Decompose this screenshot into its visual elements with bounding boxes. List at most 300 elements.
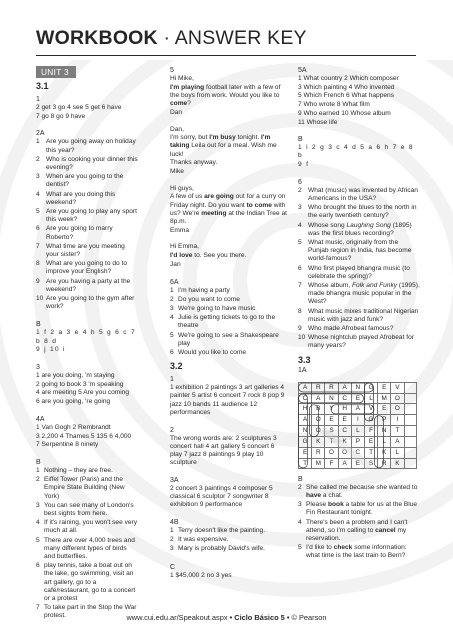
- wordsearch-cell: F: [364, 425, 377, 436]
- exercise-label: B: [298, 136, 303, 144]
- item-text-part: Who is cooking your dinner this evening?: [46, 155, 138, 172]
- footer-separator: •: [286, 613, 290, 622]
- item-text-part: We're going to have music: [178, 304, 256, 312]
- wordsearch-cell: V: [390, 382, 403, 393]
- answer-line: 1 Van Gogh 2 Rembrandt: [36, 423, 111, 431]
- answer-line: 1 i 2 g 3 c 4 d 5 a 6 h 7 e 8 b: [298, 144, 414, 160]
- section-3-2-title: 3.2: [170, 361, 183, 372]
- exercise-label: 1: [170, 376, 174, 384]
- wordsearch-cell: S: [324, 425, 337, 436]
- item-text-part: some information: what time is the last train to Bern?: [306, 544, 407, 560]
- item-text-part: check: [333, 544, 353, 552]
- list-item: [298, 204, 420, 220]
- answer-line: 3 Which painting 4 Who invented: [298, 83, 395, 91]
- list-item: [36, 562, 138, 603]
- item-text-part: Nothing – they are free.: [44, 467, 113, 474]
- list-item: [298, 222, 420, 238]
- wordsearch-cell: G: [298, 436, 311, 447]
- item-text-part: play tennis, take a boat out on the lake, go swimming, visit an art gallery, go to a café/restaurant, go to a concert or a protest: [44, 562, 136, 603]
- message-signature: Dan: [170, 108, 183, 116]
- item-text: [46, 156, 138, 172]
- item-number: 6: [170, 348, 174, 356]
- wordsearch-cell: A: [298, 382, 311, 393]
- answer-line: 9 f: [298, 161, 310, 169]
- item-text-part: (1895) was the first blues recording?: [308, 221, 412, 237]
- item-text: [178, 296, 288, 304]
- list-item: [170, 314, 288, 330]
- item-text-part: a table for us at the Blue Fin Restaurant tonight.: [306, 501, 418, 517]
- answer-line: 5 Which French 6 What happens: [298, 92, 395, 100]
- wordsearch-cell: Y: [324, 403, 337, 414]
- item-text-part: What music, originally from the Punjab region in India, has become world-famous?: [308, 239, 412, 263]
- item-text: [178, 545, 288, 553]
- item-text: [44, 476, 138, 501]
- wordsearch-cell: O: [311, 425, 324, 436]
- wordsearch-cell: [404, 458, 417, 469]
- exercise-label: B: [36, 321, 41, 329]
- item-text-part: She called me because she wanted to: [306, 483, 418, 491]
- wordsearch-cell: [404, 436, 417, 447]
- answer-list: [170, 287, 288, 358]
- wordsearch-cell: T: [364, 447, 377, 458]
- list-item: [36, 537, 138, 562]
- item-number: 2: [298, 483, 302, 491]
- header-divider: [36, 55, 416, 56]
- exercise-label: C: [170, 563, 176, 571]
- item-text-part: Whose nightclub played Afrobeat for many years?: [308, 334, 414, 350]
- answer-line: 4 are meeting 5 Are you coming: [36, 389, 130, 397]
- item-text-part: Julie is getting tickets to go to the theatre: [178, 314, 276, 330]
- wordsearch-cell: O: [324, 447, 337, 458]
- message-signature: Mike: [170, 168, 184, 176]
- list-item: [170, 305, 288, 313]
- list-item: [36, 467, 138, 475]
- wordsearch-cell: K: [377, 447, 390, 458]
- answer-line: 6 are you going, 're going: [36, 398, 111, 406]
- wordsearch-cell: L: [351, 425, 364, 436]
- message-signature: Emma: [170, 226, 190, 234]
- item-text: [306, 501, 420, 517]
- item-text-part: Laughing Song: [346, 221, 391, 229]
- item-number: 7: [36, 604, 40, 612]
- list-item: [298, 519, 420, 544]
- wordsearch-cell: M: [311, 458, 324, 469]
- item-text: [308, 187, 420, 203]
- wordsearch-cell: A: [338, 458, 351, 469]
- item-text: [308, 204, 420, 220]
- answer-line: 2 get 3 go 4 see 5 get 6 have: [36, 104, 122, 111]
- answer-line: 7 go 8 go 9 have: [36, 112, 86, 120]
- exercise-label: 5A: [298, 67, 307, 74]
- wordsearch-cell: S: [364, 458, 377, 469]
- item-text: [178, 536, 288, 544]
- list-item: [298, 484, 420, 500]
- item-text: [178, 349, 288, 357]
- item-number: 6: [36, 225, 40, 233]
- answer-line: 9 Who earned 10 Whose album: [298, 109, 391, 117]
- list-item: [170, 536, 288, 544]
- item-number: 2: [170, 536, 174, 544]
- item-text-part: Are you going to the gym after work?: [46, 295, 135, 311]
- column-2: [170, 66, 288, 580]
- item-number: 4: [298, 518, 302, 526]
- item-text: [178, 287, 288, 295]
- page-header: [0, 0, 453, 60]
- item-text-part: We're going to see a Shakespeare play: [178, 331, 279, 347]
- answer-line: The wrong words are: 2 sculptures 3 concert hall 4 art gallery 5 concert 6 play 7 jazz 8 paintings 9 play 10 sculpture: [170, 434, 277, 467]
- item-text: [44, 502, 138, 518]
- item-text-part: Are you going to marry Roberto?: [46, 225, 113, 241]
- item-number: 6: [298, 264, 302, 272]
- item-text-part: You can see many of London's best sights from here.: [44, 501, 134, 518]
- column-3: [298, 66, 420, 562]
- wordsearch-cell: N: [298, 425, 311, 436]
- exercise-label: 2: [170, 426, 174, 434]
- wordsearch-cell: [404, 425, 417, 436]
- list-item: [36, 173, 138, 189]
- exercise-label: 3A: [170, 476, 179, 484]
- exercise-label: 6: [298, 178, 302, 186]
- wordsearch-cell: C: [351, 447, 364, 458]
- list-item: [36, 156, 138, 172]
- item-text-part: Do you want to come: [178, 295, 240, 303]
- item-text-part: When are you going to the dentist?: [46, 173, 124, 189]
- item-text-part: book: [328, 501, 344, 509]
- wordsearch-cell: P: [377, 414, 390, 425]
- answer-line: 1 f 2 a 3 e 4 h 5 g 6 c 7 b 8 d: [36, 329, 136, 345]
- item-text-part: Terry doesn't like the painting.: [178, 526, 266, 534]
- item-text: [44, 519, 138, 535]
- item-number: 6: [36, 562, 40, 570]
- wordsearch-cell: C: [338, 393, 351, 404]
- list-item: [36, 260, 138, 276]
- wordsearch-cell: E: [338, 414, 351, 425]
- wordsearch-cell: [404, 447, 417, 458]
- wordsearch-cell: N: [324, 393, 337, 404]
- wordsearch-cell: O: [390, 403, 403, 414]
- wordsearch-cell: [404, 393, 417, 404]
- answer-line: 7 Serpentine 8 ninety: [36, 441, 99, 449]
- item-text-part: What (music) was invented by African Americans in the USA?: [308, 186, 418, 203]
- item-text-part: Would you like to come: [178, 348, 247, 356]
- list-item: [170, 545, 288, 553]
- item-text: [308, 308, 420, 324]
- wordsearch-cell: H: [298, 403, 311, 414]
- answer-line: 2 concert 3 paintings 4 composer 5 classical 6 sculptor 7 songwriter 8 exhibition 9 performance: [170, 484, 273, 509]
- wordsearch-cell: G: [364, 414, 377, 425]
- list-item: [36, 138, 138, 154]
- list-item: [298, 282, 420, 307]
- wordsearch-cell: [404, 382, 417, 393]
- list-item: [298, 544, 420, 560]
- column-1: [36, 66, 138, 622]
- item-text: [46, 191, 138, 207]
- wordsearch-cell: I: [351, 414, 364, 425]
- wordsearch-cell: V: [364, 403, 377, 414]
- item-text-part: I'd like to: [306, 544, 334, 552]
- item-number: 3: [298, 204, 302, 212]
- item-number: 9: [36, 277, 40, 285]
- list-item: [36, 243, 138, 259]
- item-text: [308, 282, 420, 307]
- item-number: 1: [170, 286, 174, 294]
- item-number: 5: [36, 536, 40, 544]
- wordsearch-cell: A: [298, 414, 311, 425]
- item-number: 10: [298, 334, 306, 342]
- wordsearch-cell: K: [390, 458, 403, 469]
- wordsearch-cell: E: [377, 382, 390, 393]
- item-text: [46, 173, 138, 189]
- exercise-label: B: [36, 459, 41, 466]
- item-text: [46, 208, 138, 224]
- item-number: 1: [170, 526, 174, 534]
- page-title: [36, 27, 307, 49]
- list-item: [298, 265, 420, 281]
- wordsearch-cell: E: [298, 447, 311, 458]
- item-text: [44, 537, 138, 562]
- list-item: [298, 325, 420, 333]
- wordsearch-cell: R: [311, 447, 324, 458]
- list-item: [36, 295, 138, 311]
- wordsearch-cell: E: [324, 414, 337, 425]
- item-text-part: Who made Afrobeat famous?: [308, 325, 394, 333]
- wordsearch-cell: M: [377, 393, 390, 404]
- item-text: [306, 484, 420, 500]
- item-number: 4: [36, 519, 40, 527]
- exercise-label: 1A: [298, 366, 307, 374]
- wordsearch-cell: E: [377, 403, 390, 414]
- item-text: [46, 225, 138, 241]
- wordsearch-cell: G: [364, 382, 377, 393]
- list-item: [36, 519, 138, 535]
- item-number: 3: [298, 501, 302, 509]
- wordsearch-cell: R: [324, 382, 337, 393]
- item-text: [308, 265, 420, 281]
- list-item: [36, 476, 138, 501]
- answer-line: 1 $45,000 2 no 3 yes: [170, 571, 232, 579]
- item-number: 2: [36, 155, 40, 163]
- wordsearch-cell: E: [364, 436, 377, 447]
- wordsearch-cell: A: [351, 403, 364, 414]
- item-text-part: What are you doing this weekend?: [46, 190, 116, 206]
- message-greeting: Dan,: [170, 125, 184, 133]
- answer-line: 1 exhibition 2 paintings 3 art galleries 4 painter 5 artist 6 concert 7 rock 8 pop 9 jazz 10 bands 11 audience 12 performances: [170, 384, 285, 416]
- answer-list: [36, 138, 138, 311]
- item-text: [44, 562, 138, 603]
- item-number: 10: [36, 295, 44, 303]
- title-workbook: WORKBOOK: [36, 27, 158, 49]
- item-text: [178, 305, 288, 313]
- item-text-part: Are you going to play any sport this week?: [46, 208, 137, 224]
- item-number: 7: [298, 282, 302, 290]
- exercise-label: 4B: [170, 518, 179, 526]
- item-text-part: There's been a problem and I can't attend, so I'm calling to: [306, 518, 408, 534]
- wordsearch-cell: [404, 403, 417, 414]
- wordsearch-cell: N: [351, 382, 364, 393]
- item-text-part: Eiffel Tower (Paris) and the Empire State Building (New York): [44, 476, 125, 500]
- item-text-part: cancel: [375, 526, 396, 534]
- wordsearch-cell: H: [338, 403, 351, 414]
- list-item: [298, 501, 420, 517]
- item-text-part: a chat.: [321, 492, 343, 500]
- item-text: [46, 138, 138, 154]
- list-item: [298, 334, 420, 350]
- item-text: [308, 334, 420, 350]
- wordsearch-grid: [298, 382, 418, 469]
- item-text-part: Whose album,: [308, 282, 352, 290]
- wordsearch-cell: E: [351, 393, 364, 404]
- section-3-1-title: 3.1: [36, 81, 49, 91]
- item-number: 3: [36, 501, 40, 509]
- item-text: [306, 519, 420, 544]
- item-number: 1: [36, 467, 40, 474]
- exercise-label: B: [298, 475, 303, 483]
- item-text: [306, 544, 420, 560]
- item-number: 8: [36, 260, 40, 268]
- item-text: [178, 314, 288, 330]
- item-number: 4: [170, 314, 174, 322]
- wordsearch-cell: T: [298, 458, 311, 469]
- exercise-label: 5: [170, 67, 174, 74]
- item-number: 7: [36, 242, 40, 250]
- wordsearch-cell: R: [311, 382, 324, 393]
- footer-url[interactable]: www.cui.edu.ar/Speakout.aspx: [126, 613, 228, 622]
- item-number: 9: [298, 325, 302, 333]
- wordsearch-cell: C: [298, 393, 311, 404]
- wordsearch-cell: [404, 414, 417, 425]
- wordsearch-cell: L: [377, 436, 390, 447]
- item-number: 8: [298, 307, 302, 315]
- item-number: 4: [298, 221, 302, 229]
- exercise-label: 4A: [36, 415, 45, 423]
- wordsearch-cell: A: [390, 436, 403, 447]
- item-text-part: Mary is probably David's wife.: [178, 545, 266, 553]
- exercise-label: 1: [36, 96, 40, 103]
- list-item: [170, 296, 288, 304]
- wordsearch-cell: A: [338, 382, 351, 393]
- message-body: I'm sorry, but I'm busy tonight. I'm taking Leila out for a meal. Wish me luck!: [170, 134, 277, 158]
- item-text-part: What music mixes traditional Nigerian music with jazz and funk?: [308, 307, 419, 323]
- wordsearch-cell: C: [338, 425, 351, 436]
- list-item: [298, 239, 420, 264]
- item-text-part: Folk and Funky: [351, 282, 398, 290]
- message-greeting: Hi Emma,: [170, 243, 199, 251]
- footer-copyright: © Pearson: [291, 613, 327, 622]
- wordsearch-cell: E: [351, 458, 364, 469]
- item-number: 2: [298, 186, 302, 194]
- wordsearch-cell: F: [324, 458, 337, 469]
- answer-line: 2 going to book 3 'm speaking: [36, 380, 124, 388]
- item-text-part: There are over 4,000 trees and many different types of birds and butterflies.: [44, 536, 135, 561]
- answer-list: [170, 527, 288, 554]
- title-separator: ·: [163, 27, 171, 49]
- answer-line: 11 Whose life: [298, 118, 338, 126]
- item-text-part: (1995), made bhangra music popular in the West?: [308, 282, 420, 306]
- wordsearch-cell: P: [351, 436, 364, 447]
- wordsearch-cell: K: [311, 436, 324, 447]
- item-number: 3: [170, 545, 174, 553]
- list-item: [36, 502, 138, 518]
- wordsearch-cell: L: [364, 393, 377, 404]
- item-text: [46, 243, 138, 259]
- item-number: 5: [170, 331, 174, 339]
- item-text: [46, 278, 138, 294]
- list-item: [36, 208, 138, 224]
- answer-list: [36, 467, 138, 621]
- wordsearch-cell: O: [338, 447, 351, 458]
- section-3-3-title: 3.3: [298, 354, 311, 365]
- exercise-label: 3: [36, 364, 40, 372]
- wordsearch-cell: T: [390, 425, 403, 436]
- wordsearch-cell: L: [390, 447, 403, 458]
- item-number: 5: [36, 208, 40, 216]
- wordsearch-cell: N: [377, 425, 390, 436]
- wordsearch-cell: O: [311, 414, 324, 425]
- wordsearch-cell: A: [311, 393, 324, 404]
- answer-line: 1 What country 2 Which composer: [298, 75, 399, 82]
- wordsearch-cell: B: [311, 403, 324, 414]
- answer-line: 3 2,200 4 Thames 5 135 6 4,000: [36, 432, 132, 440]
- list-item: [170, 527, 288, 535]
- message-greeting: Hi guys,: [170, 184, 194, 192]
- message-greeting: Hi Mike,: [170, 75, 194, 82]
- item-text: [178, 527, 288, 535]
- item-text-part: If it's raining, you won't see very much at all.: [44, 519, 138, 535]
- answer-list: [298, 187, 420, 351]
- item-number: 5: [298, 239, 302, 247]
- item-number: 2: [170, 295, 174, 303]
- footer-separator: •: [229, 613, 233, 622]
- item-text-part: Who first played bhangra music (to celebrate the spring)?: [308, 264, 410, 280]
- answer-line: 9 j 10 i: [36, 346, 66, 354]
- wordsearch-cell: I: [390, 414, 403, 425]
- item-text-part: Whose song: [308, 221, 347, 229]
- list-item: [36, 278, 138, 294]
- list-item: [170, 349, 288, 357]
- list-item: [36, 191, 138, 207]
- wordsearch-cell: O: [390, 393, 403, 404]
- wordsearch-cell: R: [377, 458, 390, 469]
- item-text: [46, 295, 138, 311]
- message-body: I'm playing football later with a few of the boys from work. Would you like to come?: [170, 83, 281, 108]
- item-text-part: Are you going away on holiday this year?: [46, 138, 136, 154]
- item-text: [44, 467, 138, 475]
- answer-list: [298, 484, 420, 561]
- message-signature: Jan: [170, 260, 181, 268]
- item-text-part: Are you having a party at the weekend?: [46, 277, 131, 293]
- list-item: [170, 287, 288, 295]
- item-text: [308, 222, 420, 238]
- item-text-part: have: [306, 492, 322, 500]
- wordsearch-cell: T: [324, 436, 337, 447]
- footer-course: Ciclo Básico 5: [234, 613, 285, 622]
- item-number: 3: [36, 173, 40, 181]
- item-text-part: To take part in the Stop the War protest.: [44, 604, 137, 620]
- item-text-part: Please: [306, 501, 328, 509]
- exercise-label: 6A: [170, 278, 179, 286]
- answer-line: 1 are you doing, 'm staying: [36, 372, 115, 380]
- list-item: [36, 225, 138, 241]
- item-text-part: Who brought the blues to the north in the early twentieth century?: [308, 204, 417, 220]
- item-text-part: It was expensive.: [178, 536, 229, 544]
- item-text-part: I'm having a party: [178, 286, 230, 294]
- title-answer-key: ANSWER KEY: [174, 27, 307, 49]
- item-number: 5: [298, 544, 302, 552]
- item-text-part: my reservation.: [306, 526, 407, 543]
- item-number: 2: [36, 476, 40, 484]
- list-item: [298, 308, 420, 324]
- item-text: [308, 325, 420, 333]
